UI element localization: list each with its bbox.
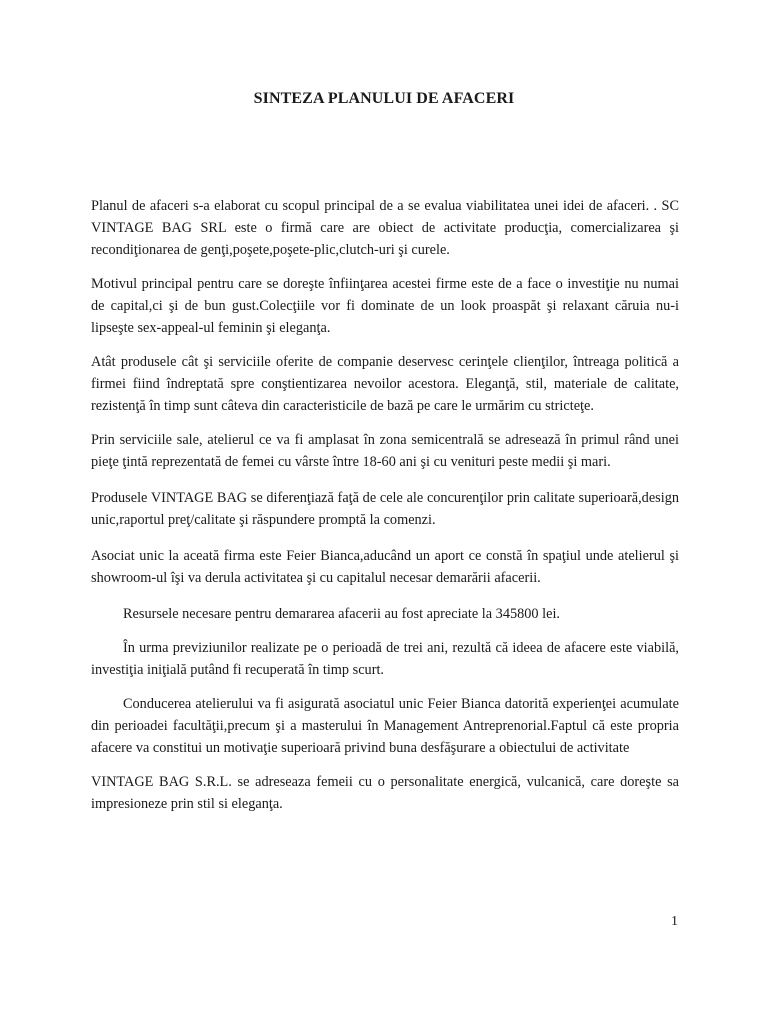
document-title: SINTEZA PLANULUI DE AFACERI [253,90,515,107]
paragraph-positioning: VINTAGE BAG S.R.L. se adreseaza femeii cu o personalitate energică, vulcanică, care doreşte sa impresioneze prin stil si eleganţa. [91,774,679,812]
paragraph-target-market: Prin serviciile sale, atelierul ce va fi amplasat în zona semicentrală se adresează în primul rând unei pieţe ţintă reprezentată de femei cu vârste între 18-60 ani şi cu venituri peste medii şi mari. [91,432,679,470]
paragraph-resources: Resursele necesare pentru demararea afacerii au fost apreciate la 345800 lei. [123,606,561,622]
paragraph-intro: Planul de afaceri s-a elaborat cu scopul principal de a se evalua viabilitatea unei idei de afaceri. . SC VINTAGE BAG SRL este o firmă care are obiect de activitate producţia, comercializarea şi recondiţionarea de genţi,poşete,poşete-plic,clutch-uri şi curele. [91,198,679,258]
paragraph-differentiation: Produsele VINTAGE BAG se diferenţiază faţă de cele ale concurenţilor prin calitate superioară,design unic,raportul preţ/calitate şi răspundere promptă la comenzi. [91,490,679,528]
paragraph-forecast: În urma previziunilor realizate pe o perioadă de trei ani, rezultă că ideea de afacere este viabilă, investiţia iniţială putând fi recuperată în timp scurt. [91,640,679,678]
page-number: 1 [671,914,678,929]
paragraph-management: Conducerea atelierului va fi asigurată asociatul unic Feier Bianca datorită experienţei acumulate din perioadei facultăţii,precum şi a masterului în Management Antreprenorial.Faptul că este propria afacere va constitui un motivaţie superioară privind buna desfăşurare a obiectului de activitate [91,696,679,756]
paragraph-products-services: Atât produsele cât şi serviciile oferite de companie deservesc cerinţele clienţilor, întreaga politică a firmei fiind îndreptată spre conştientizarea nevoilor acestora. Eleganţă, stil, materiale de calitate, rezistenţă în timp sunt câteva din caracteristicile de bază pe care le urmărim cu stricteţe. [91,354,679,414]
paragraph-motivation: Motivul principal pentru care se doreşte înfiinţarea acestei firme este de a face o investiţie nu numai de capital,ci şi de bun gust.Colecţiile vor fi dominate de un look proaspăt şi relaxant căruia nu-i lipseşte sex-appeal-ul feminin şi eleganţa. [91,276,679,336]
paragraph-associate: Asociat unic la aceată firma este Feier Bianca,aducând un aport ce constă în spaţiul unde atelierul şi showroom-ul îşi va derula activitatea şi cu capitalul necesar demarării afacerii. [91,548,679,586]
document-body [91,195,679,827]
